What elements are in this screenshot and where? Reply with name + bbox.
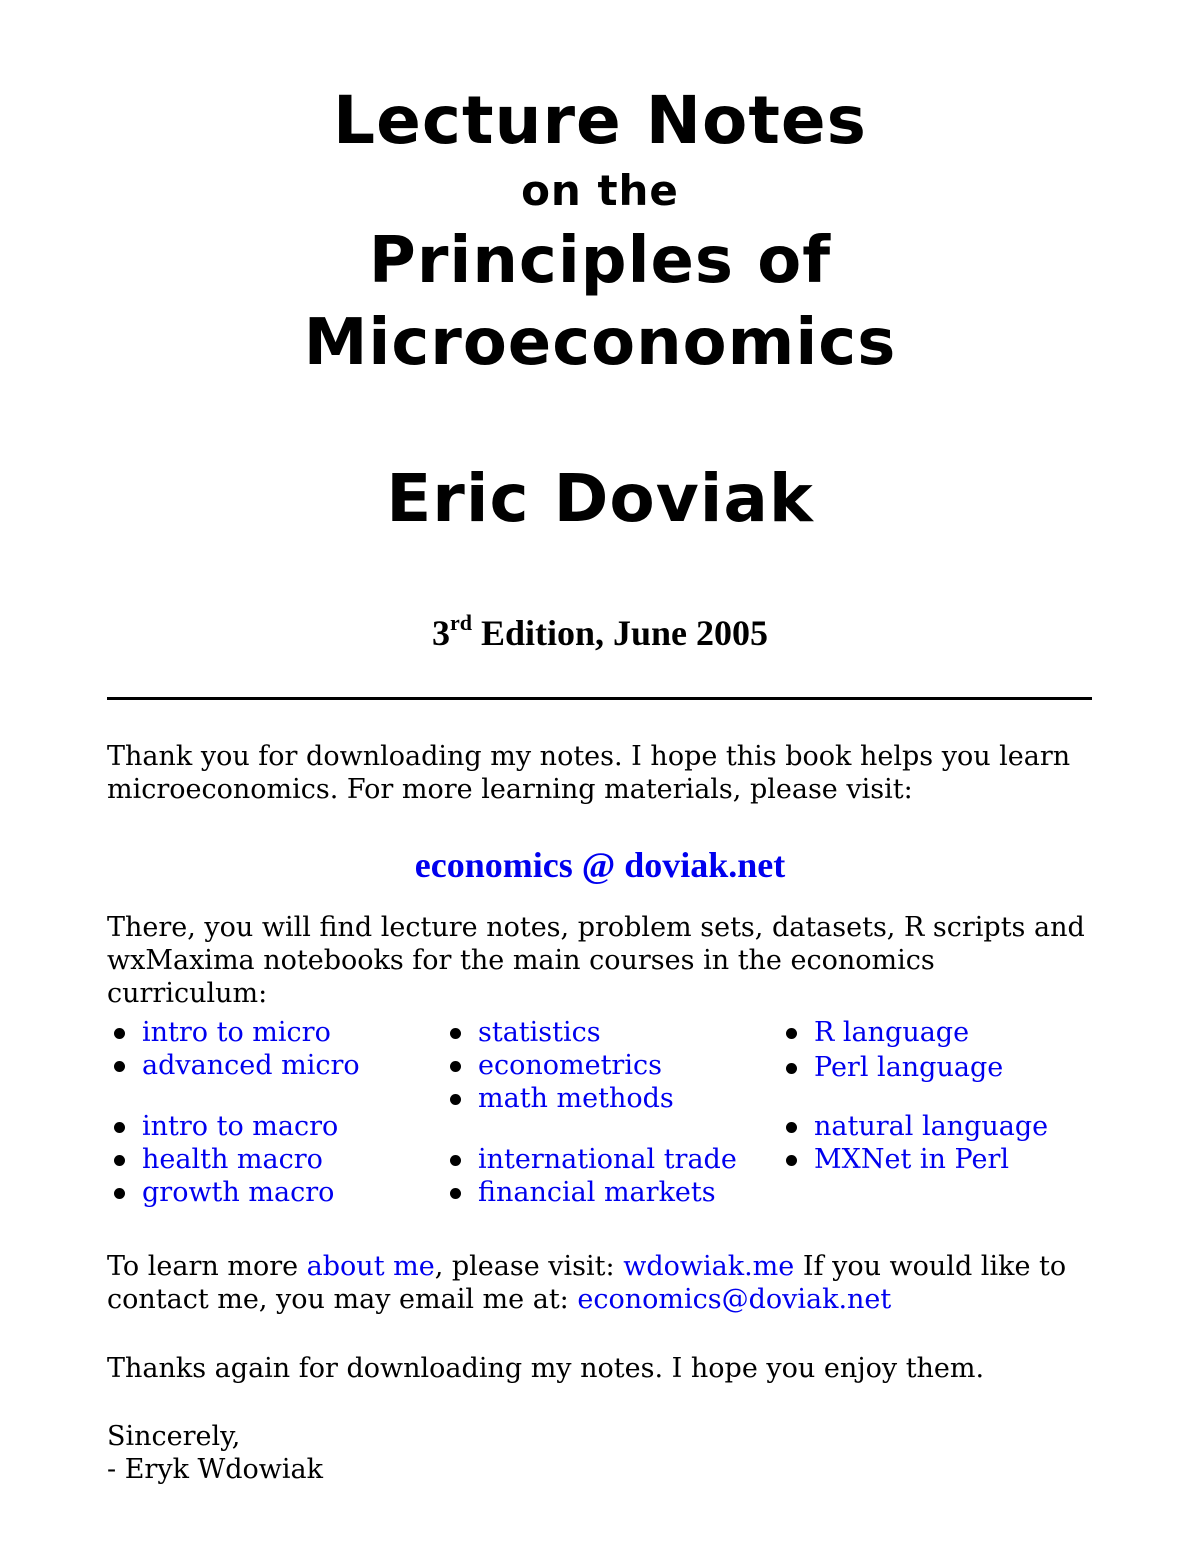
bullet-icon [450, 1028, 461, 1039]
course-link[interactable]: financial markets [478, 1177, 716, 1208]
email-link[interactable]: economics@doviak.net [577, 1284, 892, 1315]
about-me-link[interactable]: about me [306, 1251, 435, 1282]
course-link[interactable]: R language [814, 1017, 970, 1048]
divider-rule [107, 697, 1092, 700]
bullet-icon [786, 1155, 797, 1166]
author-name: Eric Doviak [386, 460, 814, 537]
signoff-line-2: - Eryk Wdowiak [107, 1454, 324, 1485]
description-paragraph: There, you will find lecture notes, problem sets, datasets, R scripts and wxMaxima notebooks for the main courses in the economics curriculum: [107, 912, 1085, 1009]
bullet-icon [114, 1122, 125, 1133]
course-column-1 [114, 1016, 434, 1216]
course-column-2 [450, 1016, 770, 1216]
course-link[interactable]: international trade [478, 1144, 737, 1175]
signoff [107, 1420, 1097, 1486]
bullet-icon [114, 1155, 125, 1166]
bullet-icon [786, 1063, 797, 1074]
bullet-icon [114, 1061, 125, 1072]
closing-paragraph: Thanks again for downloading my notes. I hope you enjoy them. [107, 1353, 985, 1384]
contact-prefix: To learn more [107, 1251, 307, 1282]
course-link[interactable]: health macro [142, 1144, 323, 1175]
personal-site-link[interactable]: wdowiak.me [623, 1251, 795, 1282]
course-link[interactable]: statistics [478, 1017, 601, 1048]
bullet-icon [114, 1188, 125, 1199]
bullet-icon [786, 1028, 797, 1039]
course-link[interactable]: intro to macro [142, 1111, 339, 1142]
edition-line [0, 612, 1200, 654]
course-link[interactable]: intro to micro [142, 1017, 331, 1048]
bullet-icon [450, 1094, 461, 1105]
bullet-icon [450, 1155, 461, 1166]
contact-paragraph [107, 1250, 1097, 1316]
edition-text: Edition, June 2005 [471, 613, 769, 653]
signoff-line-1: Sincerely, [107, 1421, 241, 1452]
site-link[interactable]: economics @ doviak.net [414, 845, 786, 885]
intro-paragraph: Thank you for downloading my notes. I hope this book helps you learn microeconomics. For more learning materials, please visit: [107, 741, 1071, 805]
course-link[interactable]: MXNet in Perl [814, 1144, 1009, 1175]
contact-mid: , please visit: [434, 1251, 624, 1282]
bullet-icon [114, 1028, 125, 1039]
edition-number: 3 [431, 613, 450, 653]
title-line-4: Microeconomics [303, 306, 897, 380]
course-column-3 [786, 1016, 1106, 1216]
edition-superscript: rd [449, 610, 472, 635]
contact-mid2: If you would like to contact me, you may email me at: [107, 1251, 1067, 1315]
bullet-icon [450, 1061, 461, 1072]
title-line-3: Principles of [368, 224, 832, 298]
course-link[interactable]: Perl language [814, 1052, 1004, 1083]
course-link[interactable]: econometrics [478, 1050, 662, 1081]
title-line-1: Lecture Notes [333, 82, 867, 159]
course-link[interactable]: growth macro [142, 1177, 335, 1208]
title-line-2: on the [521, 166, 679, 215]
course-link[interactable]: math methods [478, 1083, 674, 1114]
course-link[interactable]: advanced micro [142, 1050, 360, 1081]
bullet-icon [786, 1122, 797, 1133]
course-link[interactable]: natural language [814, 1111, 1049, 1142]
bullet-icon [450, 1188, 461, 1199]
